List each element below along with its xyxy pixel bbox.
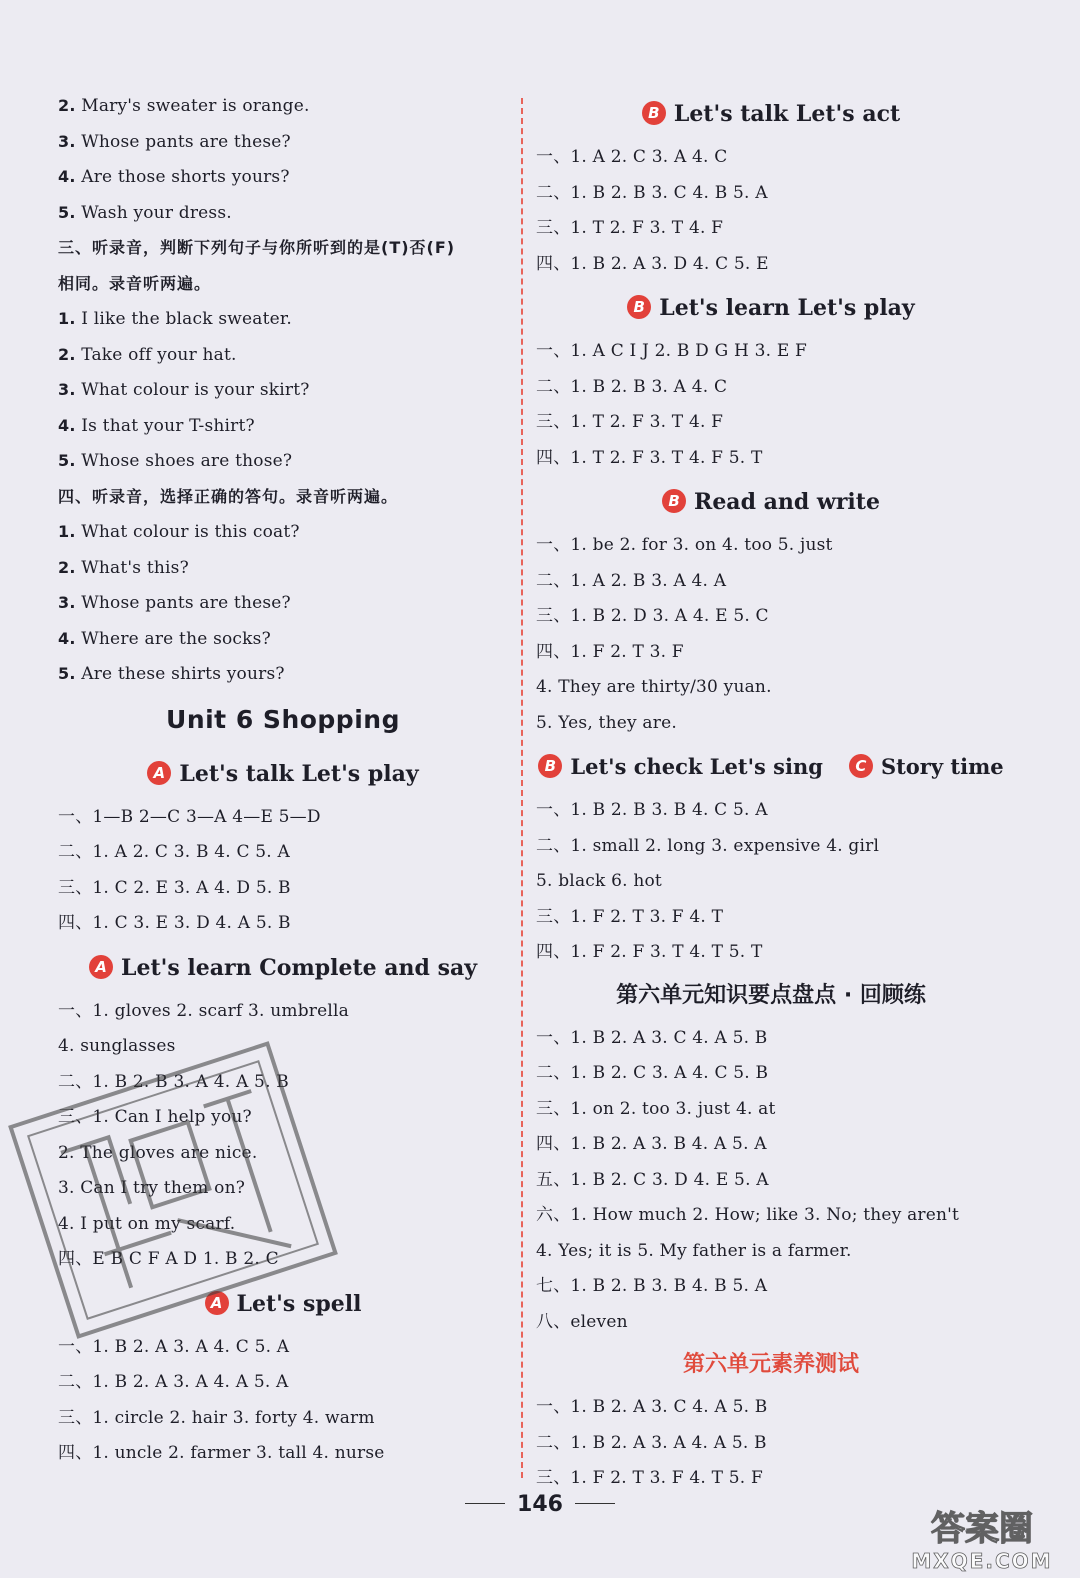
section-heading-text: Let's spell — [236, 1290, 362, 1317]
answer-line: 四、1. F 2. T 3. F — [536, 641, 684, 662]
instruction-line: 三、听录音，判断下列句子与你所听到的是(T)否(F) — [58, 238, 456, 257]
sentence-text: Are those shorts yours? — [81, 167, 290, 187]
item-number: 5. — [58, 451, 76, 470]
section-heading-text: Story time — [880, 754, 1004, 779]
item-number: 1. — [58, 522, 76, 541]
item-number: 2. — [58, 557, 76, 577]
section-badge-icon: B — [538, 754, 562, 778]
sentence-line — [58, 621, 508, 657]
answer-line: 二、1. B 2. C 3. A 4. C 5. B — [536, 1063, 769, 1083]
answer-line: 一、1. B 2. A 3. C 4. A 5. B — [536, 1397, 768, 1417]
answer-line: 一、1. A 2. C 3. A 4. C — [536, 147, 728, 167]
watermark-logo — [892, 1500, 1072, 1574]
sentence-text: Wash your dress. — [81, 202, 232, 223]
item-number: 4. — [58, 167, 76, 186]
section-badge-icon: A — [205, 1291, 229, 1315]
right-column — [536, 88, 1006, 1497]
answer-line: 四、1. C 3. E 3. D 4. A 5. B — [58, 913, 291, 933]
answer-line: 三、1. T 2. F 3. T 4. F — [536, 412, 724, 432]
answer-line: 二、1. B 2. A 3. A 4. A 5. B — [536, 1432, 767, 1453]
answer-line: 4. Yes; it is 5. My father is a farmer. — [536, 1240, 852, 1261]
sentence-text: Whose shoes are those? — [81, 451, 293, 471]
sentence-line — [58, 195, 508, 231]
sentence-text: What colour is your skirt? — [81, 380, 310, 400]
answer-line: 2. The gloves are nice. — [58, 1142, 258, 1163]
item-number: 3. — [58, 380, 76, 399]
sentence-line — [58, 585, 508, 621]
sentence-text: Where are the socks? — [81, 628, 271, 649]
answer-line: 一、1. A C I J 2. B D G H 3. E F — [536, 341, 808, 361]
answer-line: 5. black 6. hot — [536, 871, 662, 891]
answer-line: 三、1. B 2. D 3. A 4. E 5. C — [536, 606, 769, 626]
sentence-text: I like the black sweater. — [81, 309, 292, 329]
sentence-line — [58, 443, 508, 479]
section-heading-text: Read and write — [694, 489, 880, 515]
sentence-text: Are these shirts yours? — [81, 664, 285, 684]
watermark-url: MXQE.COM — [911, 1549, 1053, 1573]
answer-line: 三、1. Can I help you? — [58, 1107, 252, 1127]
left-column — [58, 88, 508, 1472]
watermark-title: 答案圈 — [931, 1509, 1033, 1549]
answer-line: 二、1. B 2. B 3. C 4. B 5. A — [536, 182, 768, 203]
sentence-line — [58, 514, 508, 550]
answer-line: 二、1. B 2. A 3. A 4. A 5. A — [58, 1372, 289, 1392]
answer-line: 3. Can I try them on? — [58, 1178, 246, 1198]
item-number: 4. — [58, 415, 76, 435]
sentence-text: What's this? — [81, 557, 189, 578]
answer-line: 二、1. A 2. B 3. A 4. A — [536, 570, 727, 591]
sentence-text: Whose pants are these? — [81, 131, 291, 152]
answer-line: 三、1. circle 2. hair 3. forty 4. warm — [58, 1407, 375, 1428]
sentence-line — [58, 408, 508, 444]
section-heading — [58, 748, 508, 800]
answer-line: 5. Yes, they are. — [536, 712, 677, 733]
section-heading-text: Let's learn Complete and say — [121, 954, 477, 981]
section-heading-text: Let's learn Let's play — [659, 295, 915, 321]
section-heading — [536, 741, 1006, 793]
sentence-text: Mary's sweater is orange. — [81, 96, 310, 116]
answer-line: 三、1. T 2. F 3. T 4. F — [536, 218, 724, 238]
item-number: 5. — [58, 202, 76, 222]
sentence-text: What colour is this coat? — [81, 522, 300, 542]
section-heading — [58, 942, 508, 994]
instruction-line: 相同。录音听两遍。 — [58, 273, 212, 293]
sentence-text: Whose pants are these? — [81, 593, 291, 613]
answer-line: 4. I put on my scarf. — [58, 1213, 236, 1234]
sentence-line — [58, 124, 508, 160]
sentence-line — [58, 88, 508, 124]
answer-line: 四、1. F 2. F 3. T 4. T 5. T — [536, 942, 763, 962]
sentence-text: Take off your hat. — [81, 344, 237, 365]
answer-line: 四、1. B 2. A 3. B 4. A 5. A — [536, 1134, 767, 1154]
item-number: 4. — [58, 628, 76, 648]
sentence-line — [58, 301, 508, 337]
sentence-line — [58, 550, 508, 586]
answer-line: 三、1. F 2. T 3. F 4. T 5. F — [536, 1468, 763, 1488]
sentence-line — [58, 372, 508, 408]
answer-line: 五、1. B 2. C 3. D 4. E 5. A — [536, 1169, 769, 1190]
answer-line: 一、1. gloves 2. scarf 3. umbrella — [58, 1000, 349, 1021]
page-number-text: 146 — [517, 1492, 563, 1517]
unit-title: Unit 6 Shopping — [166, 704, 400, 734]
item-number: 2. — [58, 96, 76, 115]
section-heading — [536, 88, 1006, 140]
answer-line: 四、1. uncle 2. farmer 3. tall 4. nurse — [58, 1443, 385, 1463]
answer-line: 一、1—B 2—C 3—A 4—E 5—D — [58, 806, 321, 827]
instruction-line: 四、听录音，选择正确的答句。录音听两遍。 — [58, 486, 399, 506]
answer-line: 四、1. T 2. F 3. T 4. F 5. T — [536, 447, 763, 468]
answer-line: 4. sunglasses — [58, 1036, 176, 1056]
answer-line: 六、1. How much 2. How; like 3. No; they aren't — [536, 1205, 960, 1225]
answer-line: 二、1. B 2. B 3. A 4. C — [536, 376, 728, 397]
section-heading — [536, 282, 1006, 334]
item-number: 1. — [58, 309, 76, 328]
section-heading-text: Let's check Let's sing — [570, 754, 823, 779]
section-badge-icon: B — [662, 489, 686, 513]
answer-line: 三、1. on 2. too 3. just 4. at — [536, 1098, 776, 1119]
answer-line: 八、eleven — [536, 1311, 628, 1332]
answer-line: 一、1. B 2. B 3. B 4. C 5. A — [536, 800, 768, 820]
answer-line: 七、1. B 2. B 3. B 4. B 5. A — [536, 1276, 768, 1296]
page-number-dash-right — [575, 1503, 615, 1504]
section-heading — [58, 1278, 508, 1330]
sentence-line — [58, 656, 508, 692]
answer-line: 四、1. B 2. A 3. D 4. C 5. E — [536, 253, 769, 274]
section-badge-icon: A — [147, 761, 171, 785]
section-heading-text: Let's talk Let's act — [673, 101, 901, 127]
sentence-text: Is that your T-shirt? — [81, 415, 255, 436]
answer-line: 三、1. C 2. E 3. A 4. D 5. B — [58, 877, 291, 898]
test-section-title: 第六单元素养测试 — [682, 1352, 859, 1377]
column-divider — [521, 98, 523, 1478]
answer-line: 一、1. be 2. for 3. on 4. too 5. just — [536, 535, 833, 555]
section-heading-text: Let's talk Let's play — [179, 760, 419, 787]
answer-line: 一、1. B 2. A 3. C 4. A 5. B — [536, 1027, 768, 1048]
answer-line: 一、1. B 2. A 3. A 4. C 5. A — [58, 1336, 290, 1357]
section-badge-icon: A — [89, 955, 113, 979]
item-number: 5. — [58, 664, 76, 683]
review-section-title: 第六单元知识要点盘点 · 回顾练 — [616, 982, 926, 1008]
answer-line: 三、1. F 2. T 3. F 4. T — [536, 906, 724, 927]
item-number: 3. — [58, 131, 76, 151]
answer-line: 二、1. B 2. B 3. A 4. A 5. B — [58, 1071, 289, 1092]
answer-line: 二、1. small 2. long 3. expensive 4. girl — [536, 835, 880, 856]
answer-line: 二、1. A 2. C 3. B 4. C 5. A — [58, 842, 290, 862]
answer-line: 4. They are thirty/30 yuan. — [536, 677, 772, 697]
page-number-dash-left — [465, 1503, 505, 1504]
section-badge-icon: B — [642, 101, 666, 125]
item-number: 2. — [58, 344, 76, 364]
section-heading — [536, 476, 1006, 528]
section-badge-icon: B — [627, 295, 651, 319]
section-badge-icon: C — [849, 754, 873, 778]
answer-line: 四、E B C F A D 1. B 2. C — [58, 1249, 279, 1269]
sentence-line — [58, 337, 508, 373]
sentence-line — [58, 159, 508, 195]
item-number: 3. — [58, 593, 76, 612]
